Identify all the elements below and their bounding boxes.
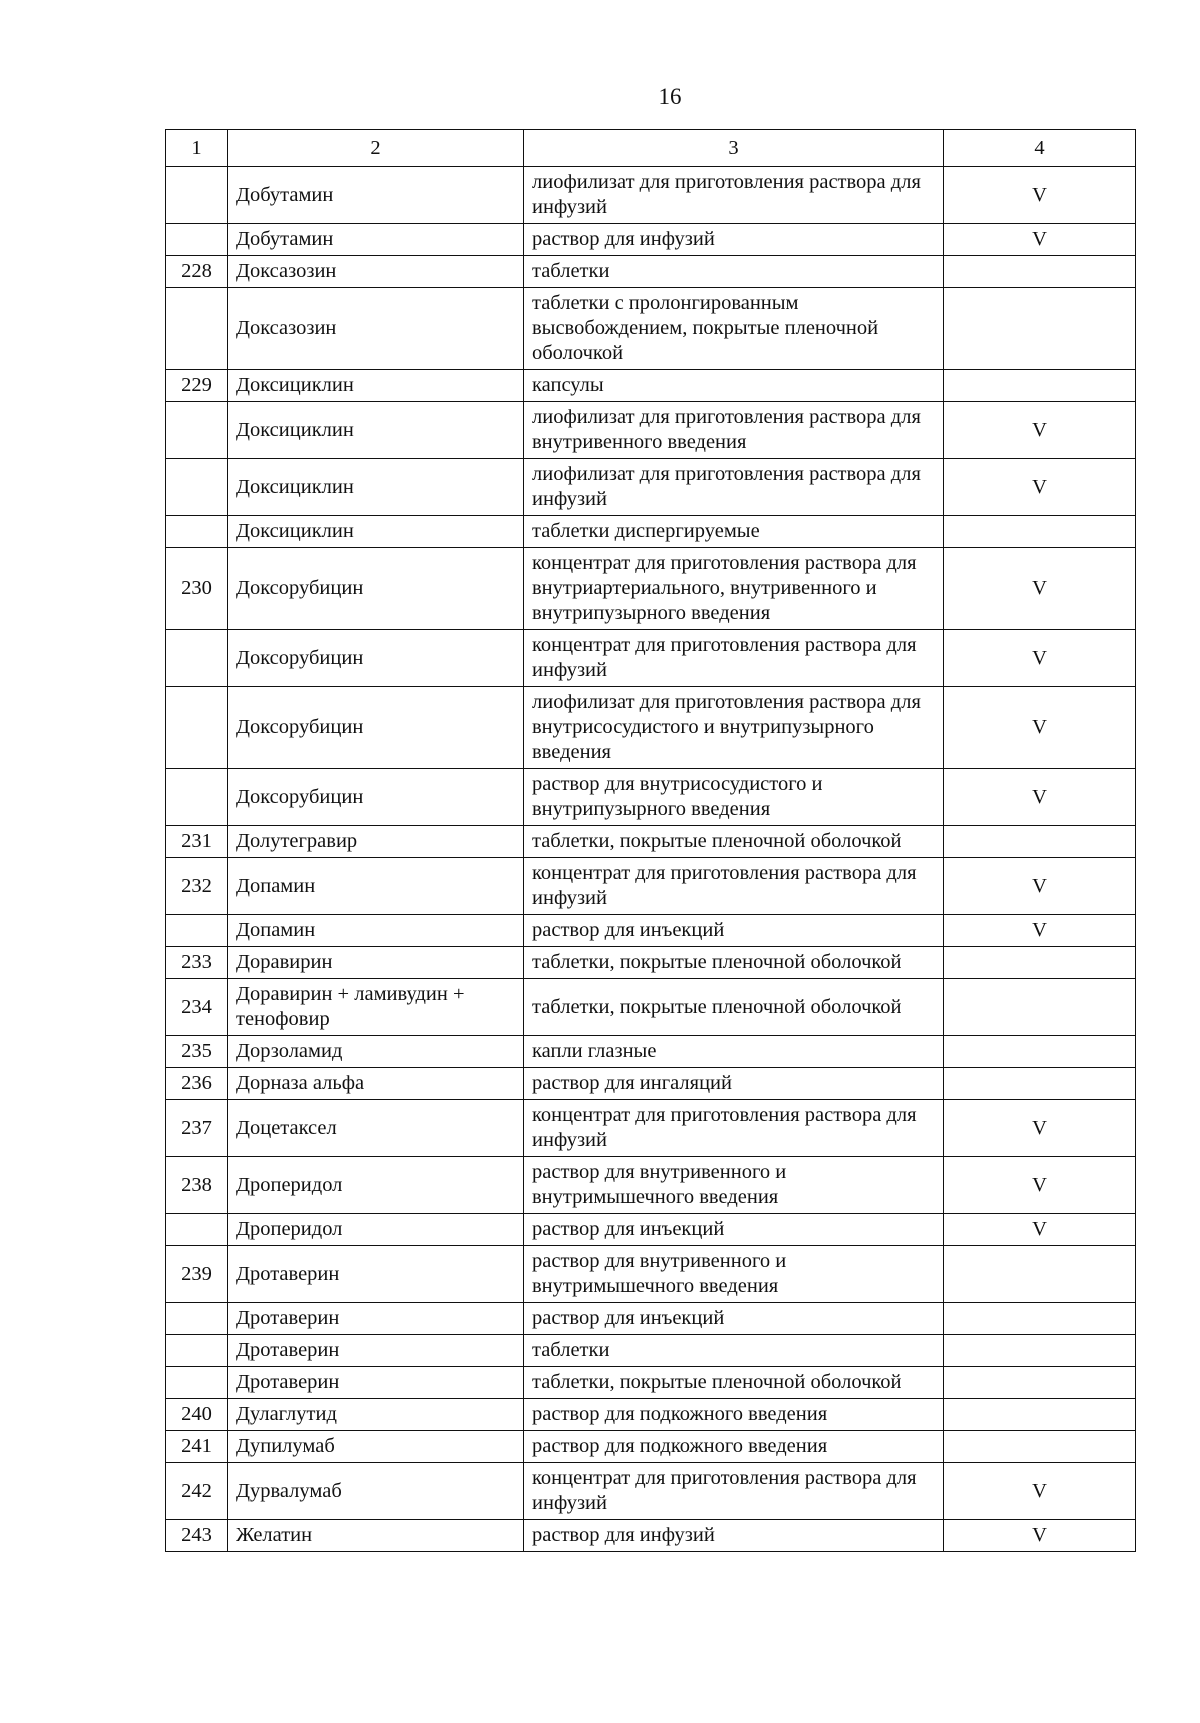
dosage-form: раствор для ингаляций: [524, 1068, 944, 1100]
dosage-form: лиофилизат для приготовления раствора для инфузий: [524, 167, 944, 224]
row-number: 230: [166, 548, 228, 630]
row-number: [166, 459, 228, 516]
drug-name: Дурвалумаб: [228, 1463, 524, 1520]
mark-cell: V: [944, 687, 1136, 769]
drug-name: Доксициклин: [228, 370, 524, 402]
mark-cell: [944, 1335, 1136, 1367]
row-number: [166, 687, 228, 769]
row-number: [166, 402, 228, 459]
table-row: [166, 1157, 1136, 1214]
mark-cell: [944, 370, 1136, 402]
row-number: 233: [166, 947, 228, 979]
mark-cell: V: [944, 1100, 1136, 1157]
dosage-form: таблетки: [524, 256, 944, 288]
row-number: 236: [166, 1068, 228, 1100]
drug-name: Доксорубицин: [228, 548, 524, 630]
dosage-form: раствор для подкожного введения: [524, 1399, 944, 1431]
mark-cell: V: [944, 858, 1136, 915]
table-row: [166, 1303, 1136, 1335]
table-row: [166, 1463, 1136, 1520]
table-row: [166, 630, 1136, 687]
row-number: [166, 769, 228, 826]
dosage-form: концентрат для приготовления раствора для инфузий: [524, 1463, 944, 1520]
table-row: [166, 1335, 1136, 1367]
row-number: [166, 167, 228, 224]
mark-cell: V: [944, 915, 1136, 947]
row-number: 231: [166, 826, 228, 858]
drug-name: Дорзоламид: [228, 1036, 524, 1068]
table-row: [166, 459, 1136, 516]
table-row: [166, 288, 1136, 370]
table-row: [166, 1100, 1136, 1157]
mark-cell: V: [944, 459, 1136, 516]
drug-name: Дроперидол: [228, 1157, 524, 1214]
row-number: 228: [166, 256, 228, 288]
table-row: [166, 1520, 1136, 1552]
drug-name: Доравирин: [228, 947, 524, 979]
drug-name: Долутегравир: [228, 826, 524, 858]
table-row: [166, 402, 1136, 459]
row-number: [166, 915, 228, 947]
dosage-form: таблетки с пролонгированным высвобождением, покрытые пленочной оболочкой: [524, 288, 944, 370]
mark-cell: V: [944, 167, 1136, 224]
table-row: [166, 915, 1136, 947]
drug-name: Доравирин + ламивудин + тенофовир: [228, 979, 524, 1036]
table-row: [166, 826, 1136, 858]
table-row: [166, 167, 1136, 224]
table-row: [166, 858, 1136, 915]
mark-cell: [944, 1303, 1136, 1335]
dosage-form: концентрат для приготовления раствора для инфузий: [524, 630, 944, 687]
row-number: 237: [166, 1100, 228, 1157]
dosage-form: лиофилизат для приготовления раствора для внутривенного введения: [524, 402, 944, 459]
drug-name: Доксициклин: [228, 516, 524, 548]
row-number: [166, 516, 228, 548]
dosage-form: лиофилизат для приготовления раствора для внутрисосудистого и внутрипузырного введения: [524, 687, 944, 769]
row-number: 234: [166, 979, 228, 1036]
dosage-form: раствор для внутрисосудистого и внутрипузырного введения: [524, 769, 944, 826]
drug-name: Дорназа альфа: [228, 1068, 524, 1100]
row-number: 240: [166, 1399, 228, 1431]
row-number: 243: [166, 1520, 228, 1552]
drug-name: Доксициклин: [228, 459, 524, 516]
drug-name: Допамин: [228, 915, 524, 947]
drug-name: Допамин: [228, 858, 524, 915]
dosage-form: таблетки, покрытые пленочной оболочкой: [524, 1367, 944, 1399]
table-body: [166, 167, 1136, 1552]
mark-cell: [944, 1399, 1136, 1431]
drug-name: Желатин: [228, 1520, 524, 1552]
dosage-form: раствор для внутривенного и внутримышечного введения: [524, 1157, 944, 1214]
drug-name: Дротаверин: [228, 1335, 524, 1367]
column-header: 3: [524, 130, 944, 167]
dosage-form: капсулы: [524, 370, 944, 402]
mark-cell: V: [944, 1520, 1136, 1552]
mark-cell: [944, 256, 1136, 288]
mark-cell: V: [944, 1463, 1136, 1520]
row-number: [166, 1214, 228, 1246]
dosage-form: концентрат для приготовления раствора для инфузий: [524, 858, 944, 915]
column-header: 1: [166, 130, 228, 167]
drug-name: Доксазозин: [228, 256, 524, 288]
dosage-form: концентрат для приготовления раствора для внутриартериального, внутривенного и внутрипузырного введения: [524, 548, 944, 630]
dosage-form: лиофилизат для приготовления раствора для инфузий: [524, 459, 944, 516]
dosage-form: таблетки: [524, 1335, 944, 1367]
mark-cell: [944, 979, 1136, 1036]
table-row: [166, 947, 1136, 979]
mark-cell: [944, 516, 1136, 548]
row-number: 229: [166, 370, 228, 402]
drug-name: Дротаверин: [228, 1303, 524, 1335]
table-header-row: [166, 130, 1136, 167]
row-number: 242: [166, 1463, 228, 1520]
drug-name: Доксазозин: [228, 288, 524, 370]
row-number: [166, 224, 228, 256]
dosage-form: раствор для инфузий: [524, 224, 944, 256]
table-row: [166, 769, 1136, 826]
table-row: [166, 1246, 1136, 1303]
mark-cell: [944, 1431, 1136, 1463]
mark-cell: [944, 1246, 1136, 1303]
mark-cell: [944, 826, 1136, 858]
table-row: [166, 1399, 1136, 1431]
column-header: 4: [944, 130, 1136, 167]
dosage-form: капли глазные: [524, 1036, 944, 1068]
mark-cell: [944, 1367, 1136, 1399]
mark-cell: V: [944, 630, 1136, 687]
row-number: [166, 1335, 228, 1367]
dosage-form: таблетки, покрытые пленочной оболочкой: [524, 947, 944, 979]
drug-name: Доксорубицин: [228, 630, 524, 687]
table-row: [166, 516, 1136, 548]
drug-name: Доксорубицин: [228, 769, 524, 826]
drug-name: Дулаглутид: [228, 1399, 524, 1431]
table-row: [166, 1068, 1136, 1100]
dosage-form: раствор для инъекций: [524, 1214, 944, 1246]
mark-cell: [944, 1068, 1136, 1100]
drug-name: Дротаверин: [228, 1367, 524, 1399]
drug-table: [165, 129, 1136, 1552]
dosage-form: таблетки, покрытые пленочной оболочкой: [524, 826, 944, 858]
dosage-form: таблетки диспергируемые: [524, 516, 944, 548]
dosage-form: раствор для подкожного введения: [524, 1431, 944, 1463]
drug-name: Добутамин: [228, 167, 524, 224]
table-row: [166, 224, 1136, 256]
table-row: [166, 548, 1136, 630]
mark-cell: V: [944, 224, 1136, 256]
drug-name: Дупилумаб: [228, 1431, 524, 1463]
row-number: [166, 630, 228, 687]
drug-name: Дротаверин: [228, 1246, 524, 1303]
row-number: 232: [166, 858, 228, 915]
mark-cell: [944, 1036, 1136, 1068]
row-number: 239: [166, 1246, 228, 1303]
mark-cell: [944, 947, 1136, 979]
drug-name: Дроперидол: [228, 1214, 524, 1246]
mark-cell: V: [944, 402, 1136, 459]
column-header: 2: [228, 130, 524, 167]
table-row: [166, 1367, 1136, 1399]
row-number: 241: [166, 1431, 228, 1463]
row-number: 238: [166, 1157, 228, 1214]
mark-cell: V: [944, 548, 1136, 630]
table-row: [166, 687, 1136, 769]
drug-name: Добутамин: [228, 224, 524, 256]
row-number: [166, 288, 228, 370]
dosage-form: раствор для инъекций: [524, 915, 944, 947]
row-number: 235: [166, 1036, 228, 1068]
dosage-form: раствор для инъекций: [524, 1303, 944, 1335]
row-number: [166, 1367, 228, 1399]
mark-cell: V: [944, 1214, 1136, 1246]
dosage-form: концентрат для приготовления раствора для инфузий: [524, 1100, 944, 1157]
drug-name: Доксорубицин: [228, 687, 524, 769]
table-row: [166, 1214, 1136, 1246]
mark-cell: V: [944, 769, 1136, 826]
dosage-form: таблетки, покрытые пленочной оболочкой: [524, 979, 944, 1036]
table-row: [166, 1036, 1136, 1068]
row-number: [166, 1303, 228, 1335]
mark-cell: [944, 288, 1136, 370]
table-row: [166, 979, 1136, 1036]
table-row: [166, 1431, 1136, 1463]
dosage-form: раствор для инфузий: [524, 1520, 944, 1552]
mark-cell: V: [944, 1157, 1136, 1214]
table-row: [166, 370, 1136, 402]
drug-name: Доксициклин: [228, 402, 524, 459]
table-row: [166, 256, 1136, 288]
drug-name: Доцетаксел: [228, 1100, 524, 1157]
dosage-form: раствор для внутривенного и внутримышечного введения: [524, 1246, 944, 1303]
page-number: 16: [658, 84, 682, 109]
